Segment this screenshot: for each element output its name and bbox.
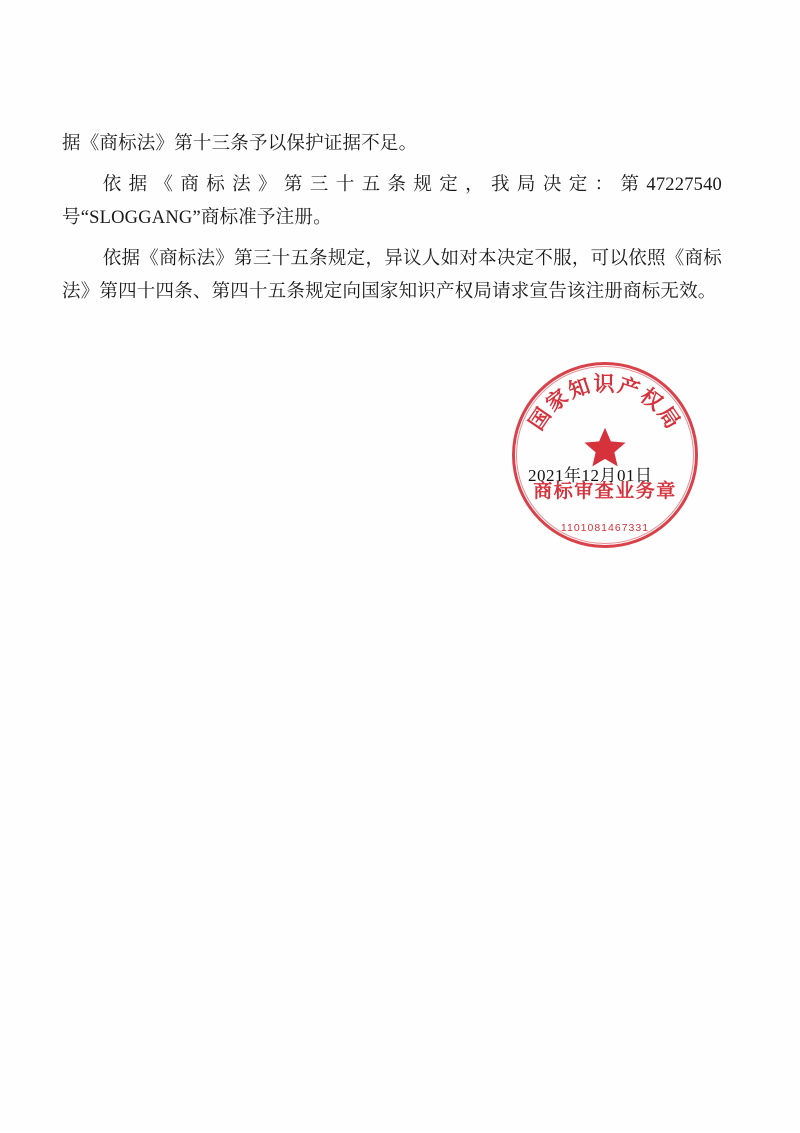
- seal-code-label: 1101081467331: [560, 522, 650, 534]
- seal-org-label: 商标审查业务章: [533, 481, 677, 502]
- official-seal: [512, 362, 698, 548]
- date-stamp: 2021年12月01日: [528, 466, 653, 485]
- seal-arc-label: 国家知识产权局: [524, 372, 686, 435]
- paragraph-3: 依据《商标法》第三十五条规定，异议人如对本决定不服，可以依照《商标法》第四十四条、第四十五条规定向国家知识产权局请求宣告该注册商标无效。: [62, 249, 722, 302]
- paragraph-1: 据《商标法》第十三条予以保护证据不足。: [62, 134, 418, 154]
- paragraph-2: 依据《商标法》第三十五条规定，我局决定：第47227540号“SLOGGANG”商标准予注册。: [62, 175, 722, 228]
- document-text-body: [62, 128, 722, 317]
